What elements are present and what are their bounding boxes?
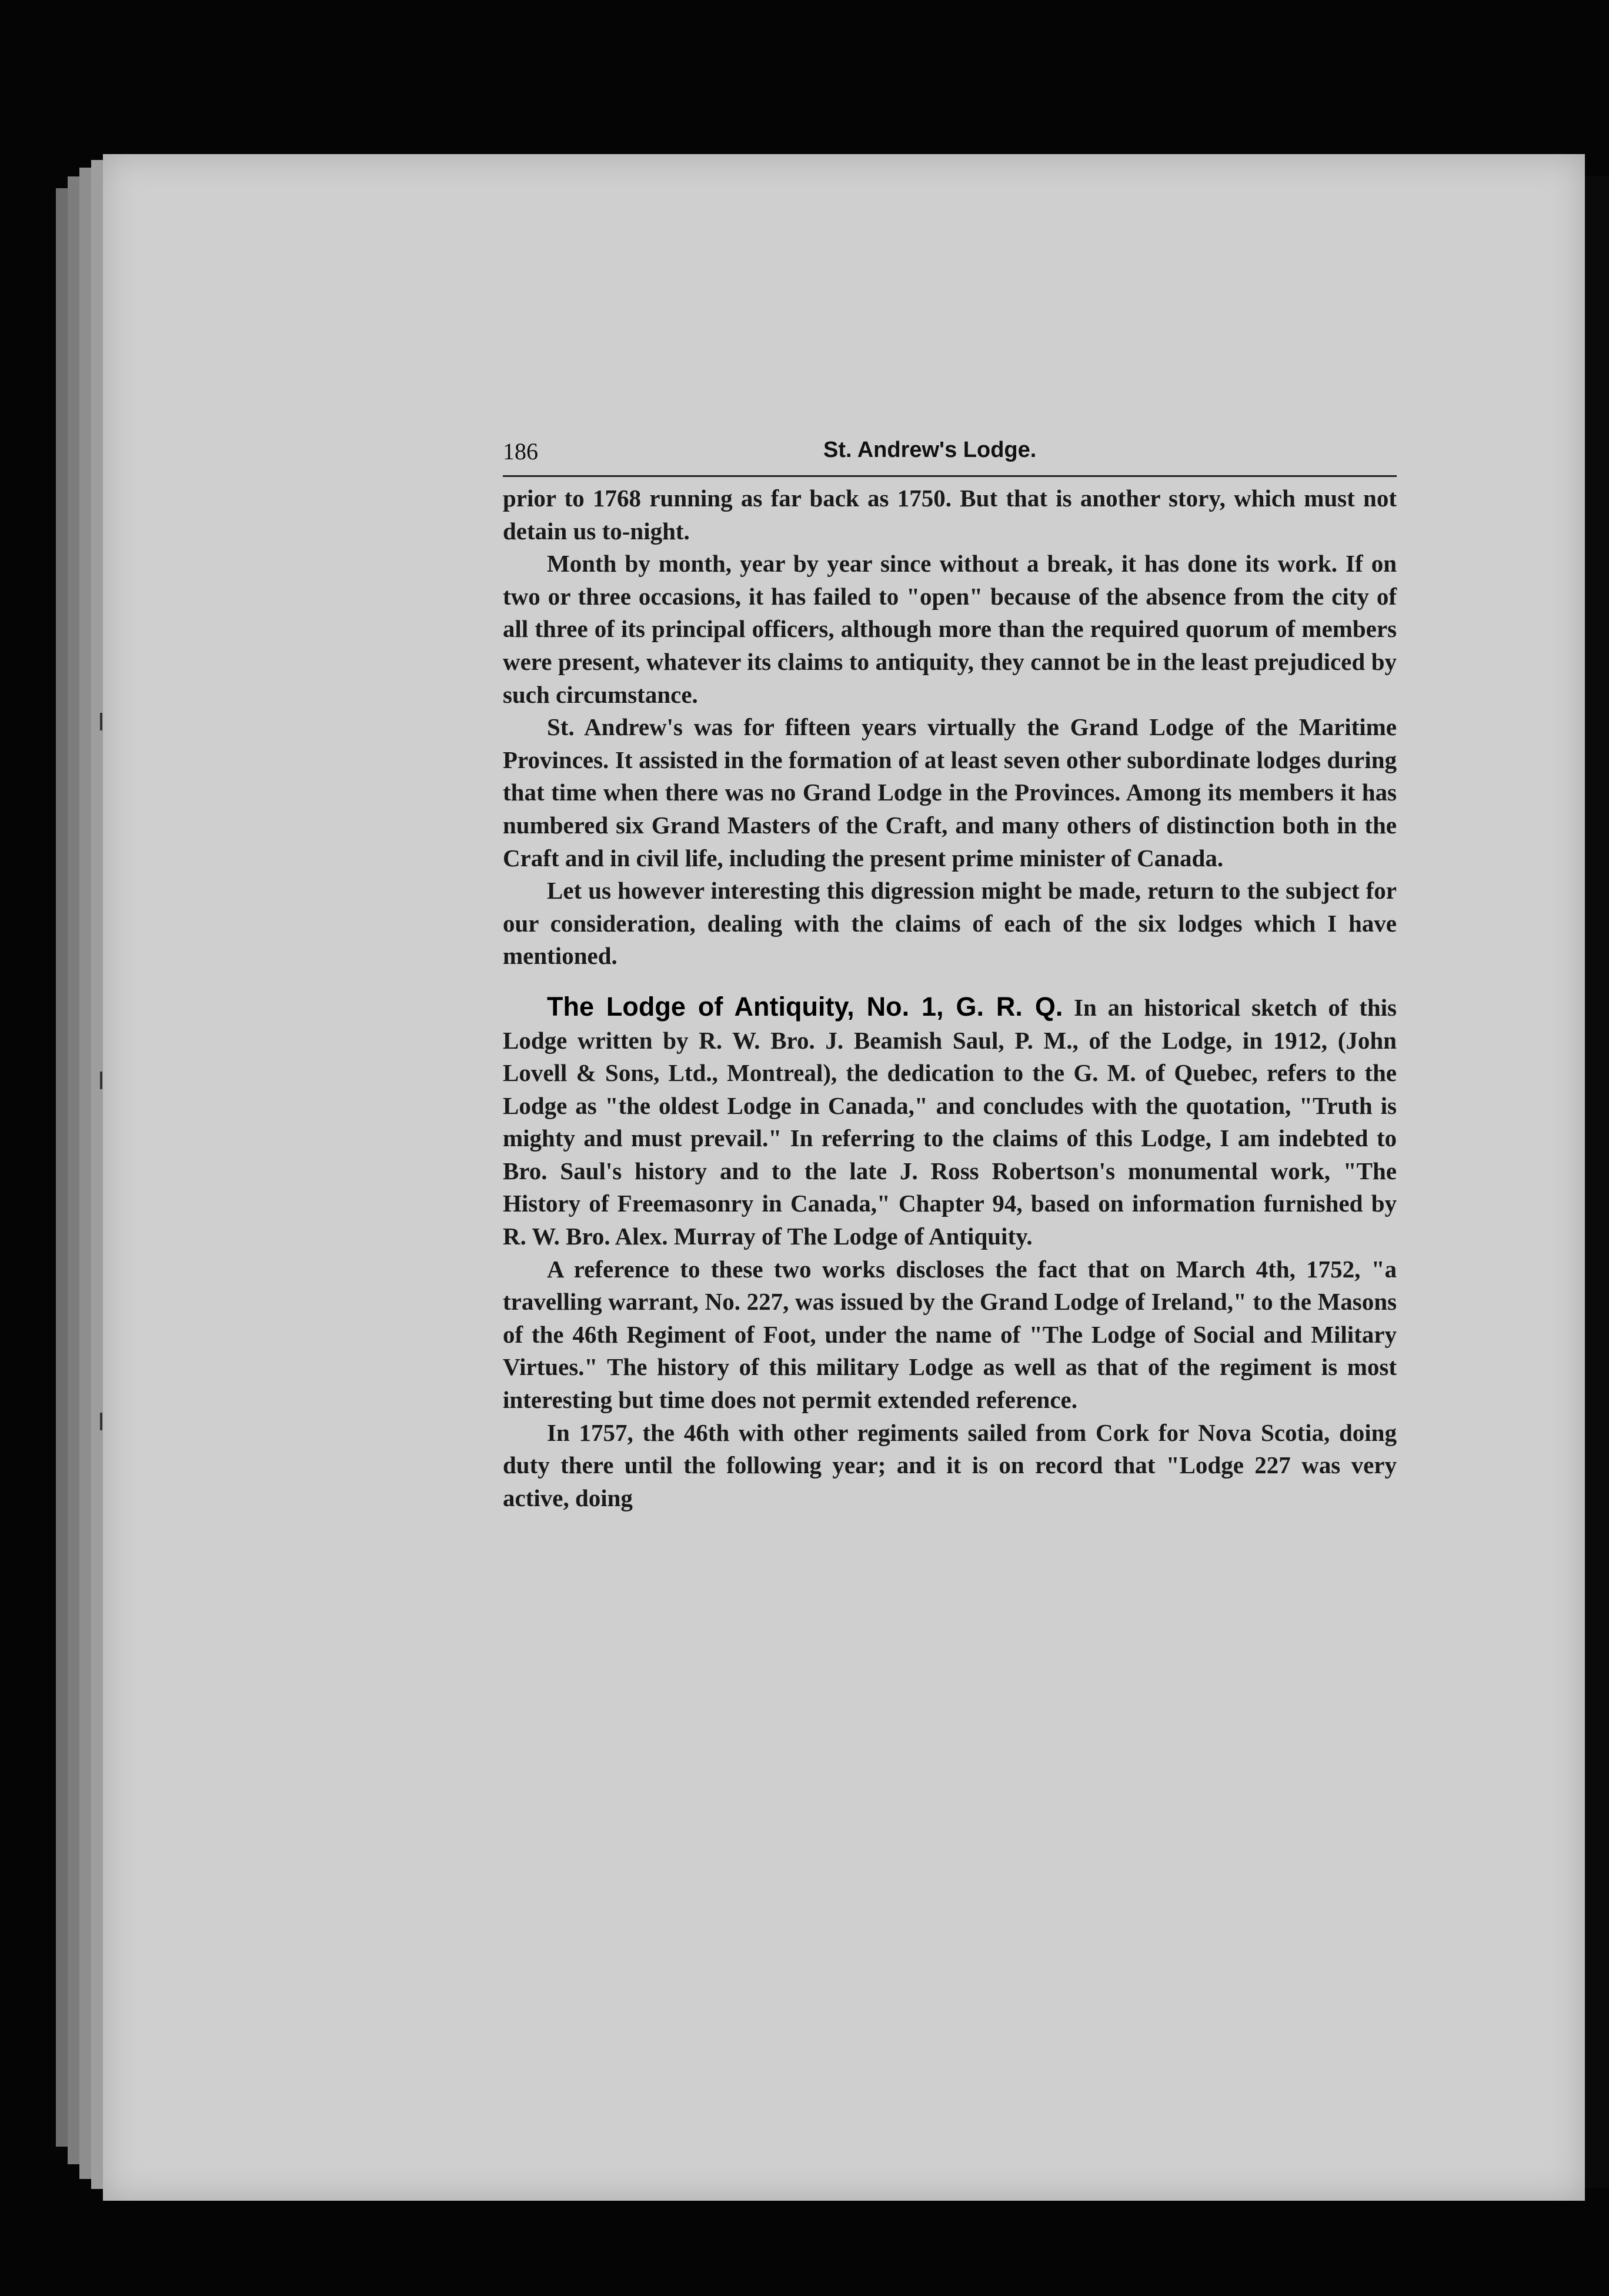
paragraph-text: In an historical sketch of this Lodge written by R. W. Bro. J. Beamish Saul, P. M., of the Lodge, in 1912, (John Lovell & Sons, Ltd., Montreal), the dedication to the G. M. of Quebec, refers to the Lodge as "the oldest Lodge in Canada," and concludes with the quotation, "Truth is mighty and must prevail." In referring to the claims of this Lodge, I am indebted to Bro. Saul's history and to the late J. Ross Robertson's monumental work, "The History of Freemasonry in Canada," Chapter 94, based on information furnished by R. W. Bro. Alex. Murray of The Lodge of Antiquity. <box>503 993 1397 1250</box>
paragraph: A reference to these two works discloses the fact that on March 4th, 1752, "a travelling warrant, No. 227, was issued by the Grand Lodge of Ireland," to the Masons of the 46th Regiment of Foot, under the name of "The Lodge of Social and Military Virtues." The history of this military Lodge as well as that of the regiment is most interesting but time does not permit extended reference. <box>503 1255 1397 1414</box>
paragraph: prior to 1768 running as far back as 1750. But that is another story, which must not detain us to-night. <box>503 485 1397 545</box>
margin-mark <box>100 1072 102 1089</box>
page-text-block <box>503 429 1397 1514</box>
paragraph: In 1757, the 46th with other regiments sailed from Cork for Nova Scotia, doing duty there until the following year; and it is on record that "Lodge 227 was very active, doing <box>503 1419 1397 1511</box>
margin-mark <box>100 1413 102 1430</box>
head-rule <box>503 475 1397 477</box>
paragraph: St. Andrew's was for fifteen years virtually the Grand Lodge of the Maritime Provinces. It assisted in the formation of at least seven other subordinate lodges during that time when there was no Grand Lodge in the Provinces. Among its members it has numbered six Grand Masters of the Craft, and many others of distinction both in the Craft and in civil life, including the present prime minister of Canada. <box>503 713 1397 872</box>
section-paragraph <box>503 990 1397 1253</box>
running-head <box>503 429 1397 470</box>
page-shadow <box>1585 176 1609 2188</box>
running-title: St. Andrew's Lodge. <box>823 438 1037 462</box>
paragraph: Let us however interesting this digression might be made, return to the subject for our consideration, dealing with the claims of each of the six lodges which I have mentioned. <box>503 877 1397 970</box>
margin-mark <box>100 713 102 730</box>
body-text <box>503 482 1397 1514</box>
page-number: 186 <box>503 438 538 465</box>
paragraph: Month by month, year by year since without a break, it has done its work. If on two or three occasions, it has failed to "open" because of the absence from the city of all three of its principal officers, although more than the required quorum of members were present, whatever its claims to antiquity, they cannot be in the least prejudiced by such circumstance. <box>503 550 1397 708</box>
section-heading: The Lodge of Antiquity, No. 1, G. R. Q. <box>547 991 1063 1022</box>
